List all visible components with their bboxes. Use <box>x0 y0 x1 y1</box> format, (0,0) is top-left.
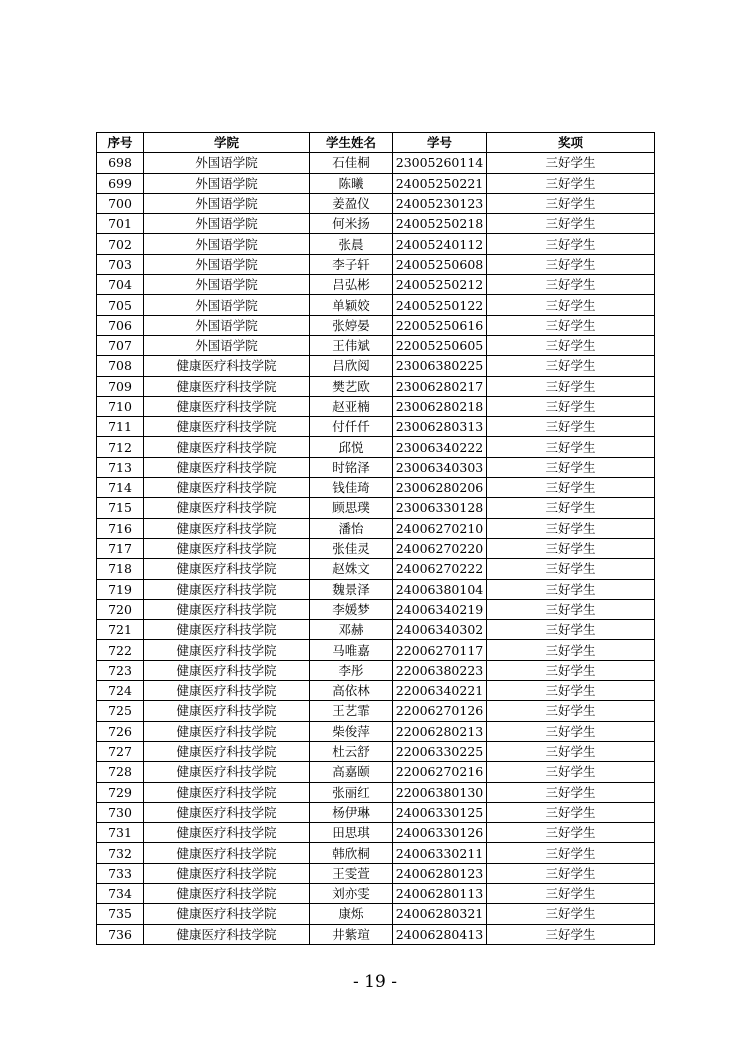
cell-student-id: 24006270220 <box>393 538 487 558</box>
table-row <box>97 924 655 944</box>
cell-student-name: 樊艺欧 <box>310 376 393 396</box>
cell-award: 三好学生 <box>487 214 655 234</box>
cell-student-name: 邱悦 <box>310 437 393 457</box>
cell-seq: 715 <box>97 498 144 518</box>
cell-seq: 714 <box>97 478 144 498</box>
cell-college: 健康医疗科技学院 <box>144 823 310 843</box>
cell-college: 外国语学院 <box>144 335 310 355</box>
cell-student-id: 23006280218 <box>393 396 487 416</box>
cell-student-id: 24006280123 <box>393 863 487 883</box>
cell-student-name: 田思琪 <box>310 823 393 843</box>
cell-student-name: 石佳桐 <box>310 153 393 173</box>
cell-student-id: 22006340221 <box>393 681 487 701</box>
cell-seq: 721 <box>97 620 144 640</box>
table-row <box>97 883 655 903</box>
cell-seq: 710 <box>97 396 144 416</box>
cell-student-name: 单颖姣 <box>310 295 393 315</box>
table-row <box>97 234 655 254</box>
cell-seq: 732 <box>97 843 144 863</box>
cell-student-name: 王伟斌 <box>310 335 393 355</box>
cell-college: 健康医疗科技学院 <box>144 518 310 538</box>
cell-student-id: 24005250221 <box>393 173 487 193</box>
cell-award: 三好学生 <box>487 193 655 213</box>
cell-college: 外国语学院 <box>144 254 310 274</box>
cell-seq: 725 <box>97 701 144 721</box>
cell-student-name: 李子轩 <box>310 254 393 274</box>
cell-student-id: 22006270117 <box>393 640 487 660</box>
table-row <box>97 356 655 376</box>
table-row <box>97 518 655 538</box>
cell-student-name: 杨伊琳 <box>310 802 393 822</box>
cell-student-id: 24006340219 <box>393 599 487 619</box>
cell-student-id: 22006270216 <box>393 762 487 782</box>
cell-student-id: 23006280313 <box>393 417 487 437</box>
cell-award: 三好学生 <box>487 498 655 518</box>
table-row <box>97 843 655 863</box>
cell-college: 健康医疗科技学院 <box>144 741 310 761</box>
cell-award: 三好学生 <box>487 620 655 640</box>
cell-student-id: 22006280213 <box>393 721 487 741</box>
cell-college: 外国语学院 <box>144 295 310 315</box>
cell-seq: 726 <box>97 721 144 741</box>
cell-seq: 716 <box>97 518 144 538</box>
cell-college: 健康医疗科技学院 <box>144 681 310 701</box>
cell-student-id: 24006280413 <box>393 924 487 944</box>
cell-award: 三好学生 <box>487 843 655 863</box>
cell-student-id: 24006270222 <box>393 559 487 579</box>
cell-seq: 709 <box>97 376 144 396</box>
cell-award: 三好学生 <box>487 437 655 457</box>
cell-college: 外国语学院 <box>144 315 310 335</box>
cell-college: 外国语学院 <box>144 234 310 254</box>
cell-award: 三好学生 <box>487 518 655 538</box>
cell-student-id: 23006340303 <box>393 457 487 477</box>
cell-student-name: 魏景泽 <box>310 579 393 599</box>
cell-college: 健康医疗科技学院 <box>144 924 310 944</box>
cell-seq: 713 <box>97 457 144 477</box>
cell-college: 健康医疗科技学院 <box>144 802 310 822</box>
cell-award: 三好学生 <box>487 681 655 701</box>
cell-student-id: 22005250616 <box>393 315 487 335</box>
cell-student-name: 何米扬 <box>310 214 393 234</box>
cell-seq: 734 <box>97 883 144 903</box>
table-row <box>97 254 655 274</box>
table-row <box>97 457 655 477</box>
cell-college: 健康医疗科技学院 <box>144 437 310 457</box>
cell-award: 三好学生 <box>487 559 655 579</box>
table-row <box>97 538 655 558</box>
cell-seq: 733 <box>97 863 144 883</box>
cell-student-id: 23006380225 <box>393 356 487 376</box>
cell-award: 三好学生 <box>487 254 655 274</box>
cell-student-name: 李媛梦 <box>310 599 393 619</box>
cell-student-id: 24006270210 <box>393 518 487 538</box>
cell-seq: 706 <box>97 315 144 335</box>
cell-college: 健康医疗科技学院 <box>144 701 310 721</box>
cell-award: 三好学生 <box>487 904 655 924</box>
cell-student-id: 24005240112 <box>393 234 487 254</box>
cell-college: 健康医疗科技学院 <box>144 762 310 782</box>
cell-award: 三好学生 <box>487 660 655 680</box>
table-row <box>97 762 655 782</box>
cell-award: 三好学生 <box>487 599 655 619</box>
cell-college: 外国语学院 <box>144 193 310 213</box>
header-row <box>97 133 655 153</box>
cell-seq: 712 <box>97 437 144 457</box>
cell-college: 外国语学院 <box>144 275 310 295</box>
table-row <box>97 478 655 498</box>
cell-seq: 704 <box>97 275 144 295</box>
cell-student-name: 张晨 <box>310 234 393 254</box>
cell-award: 三好学生 <box>487 782 655 802</box>
cell-seq: 719 <box>97 579 144 599</box>
table-row <box>97 640 655 660</box>
cell-student-name: 张佳灵 <box>310 538 393 558</box>
cell-college: 健康医疗科技学院 <box>144 457 310 477</box>
cell-student-id: 24005250218 <box>393 214 487 234</box>
cell-award: 三好学生 <box>487 863 655 883</box>
cell-award: 三好学生 <box>487 762 655 782</box>
cell-award: 三好学生 <box>487 721 655 741</box>
header-student-name: 学生姓名 <box>310 133 393 153</box>
cell-student-id: 22006270126 <box>393 701 487 721</box>
table-row <box>97 295 655 315</box>
cell-award: 三好学生 <box>487 883 655 903</box>
cell-award: 三好学生 <box>487 538 655 558</box>
cell-student-name: 张丽红 <box>310 782 393 802</box>
cell-college: 健康医疗科技学院 <box>144 883 310 903</box>
cell-award: 三好学生 <box>487 173 655 193</box>
table-row <box>97 620 655 640</box>
cell-student-id: 24006330126 <box>393 823 487 843</box>
cell-award: 三好学生 <box>487 802 655 822</box>
cell-college: 健康医疗科技学院 <box>144 782 310 802</box>
cell-seq: 711 <box>97 417 144 437</box>
cell-seq: 700 <box>97 193 144 213</box>
cell-student-name: 邓赫 <box>310 620 393 640</box>
cell-seq: 729 <box>97 782 144 802</box>
cell-student-name: 吕弘彬 <box>310 275 393 295</box>
cell-college: 外国语学院 <box>144 153 310 173</box>
cell-college: 健康医疗科技学院 <box>144 498 310 518</box>
cell-student-id: 24006280321 <box>393 904 487 924</box>
cell-award: 三好学生 <box>487 741 655 761</box>
cell-seq: 722 <box>97 640 144 660</box>
cell-student-id: 22005250605 <box>393 335 487 355</box>
table-row <box>97 904 655 924</box>
table-row <box>97 498 655 518</box>
table-row <box>97 823 655 843</box>
cell-award: 三好学生 <box>487 457 655 477</box>
cell-seq: 708 <box>97 356 144 376</box>
cell-award: 三好学生 <box>487 478 655 498</box>
cell-college: 健康医疗科技学院 <box>144 538 310 558</box>
cell-student-name: 时铭泽 <box>310 457 393 477</box>
cell-award: 三好学生 <box>487 417 655 437</box>
cell-seq: 723 <box>97 660 144 680</box>
cell-college: 健康医疗科技学院 <box>144 640 310 660</box>
cell-student-name: 高嘉颐 <box>310 762 393 782</box>
table-row <box>97 741 655 761</box>
cell-college: 健康医疗科技学院 <box>144 660 310 680</box>
cell-seq: 718 <box>97 559 144 579</box>
cell-student-name: 顾思璞 <box>310 498 393 518</box>
cell-student-id: 24005250212 <box>393 275 487 295</box>
table-row <box>97 417 655 437</box>
cell-student-name: 姜盈仪 <box>310 193 393 213</box>
table-row <box>97 396 655 416</box>
cell-seq: 703 <box>97 254 144 274</box>
table-row <box>97 802 655 822</box>
cell-seq: 702 <box>97 234 144 254</box>
cell-student-name: 张婷晏 <box>310 315 393 335</box>
cell-award: 三好学生 <box>487 701 655 721</box>
cell-award: 三好学生 <box>487 640 655 660</box>
cell-student-name: 高依林 <box>310 681 393 701</box>
cell-seq: 727 <box>97 741 144 761</box>
cell-college: 健康医疗科技学院 <box>144 356 310 376</box>
header-seq: 序号 <box>97 133 144 153</box>
table-row <box>97 721 655 741</box>
table-row <box>97 681 655 701</box>
cell-student-id: 24005230123 <box>393 193 487 213</box>
cell-student-id: 22006380130 <box>393 782 487 802</box>
table-row <box>97 559 655 579</box>
cell-student-name: 康烁 <box>310 904 393 924</box>
table-row <box>97 193 655 213</box>
cell-college: 健康医疗科技学院 <box>144 620 310 640</box>
cell-student-name: 陈曦 <box>310 173 393 193</box>
table-row <box>97 782 655 802</box>
cell-college: 健康医疗科技学院 <box>144 721 310 741</box>
cell-college: 健康医疗科技学院 <box>144 599 310 619</box>
cell-college: 健康医疗科技学院 <box>144 863 310 883</box>
cell-award: 三好学生 <box>487 376 655 396</box>
cell-student-id: 24006330211 <box>393 843 487 863</box>
table-row <box>97 214 655 234</box>
cell-student-id: 24006380104 <box>393 579 487 599</box>
cell-student-id: 24006340302 <box>393 620 487 640</box>
cell-student-id: 24005250122 <box>393 295 487 315</box>
table-row <box>97 275 655 295</box>
cell-seq: 724 <box>97 681 144 701</box>
cell-student-name: 马唯嘉 <box>310 640 393 660</box>
cell-student-name: 潘怡 <box>310 518 393 538</box>
cell-student-name: 刘亦雯 <box>310 883 393 903</box>
table-row <box>97 599 655 619</box>
header-student-id: 学号 <box>393 133 487 153</box>
cell-award: 三好学生 <box>487 275 655 295</box>
cell-college: 健康医疗科技学院 <box>144 559 310 579</box>
cell-award: 三好学生 <box>487 315 655 335</box>
cell-seq: 730 <box>97 802 144 822</box>
cell-award: 三好学生 <box>487 335 655 355</box>
cell-seq: 728 <box>97 762 144 782</box>
cell-award: 三好学生 <box>487 356 655 376</box>
cell-college: 健康医疗科技学院 <box>144 478 310 498</box>
cell-student-id: 23006280217 <box>393 376 487 396</box>
cell-student-name: 吕欣阅 <box>310 356 393 376</box>
cell-seq: 699 <box>97 173 144 193</box>
cell-student-name: 付仟仟 <box>310 417 393 437</box>
header-award: 奖项 <box>487 133 655 153</box>
cell-award: 三好学生 <box>487 396 655 416</box>
cell-college: 健康医疗科技学院 <box>144 376 310 396</box>
cell-award: 三好学生 <box>487 295 655 315</box>
cell-award: 三好学生 <box>487 153 655 173</box>
cell-seq: 720 <box>97 599 144 619</box>
cell-seq: 701 <box>97 214 144 234</box>
table-header <box>97 133 655 153</box>
cell-college: 健康医疗科技学院 <box>144 843 310 863</box>
cell-award: 三好学生 <box>487 823 655 843</box>
cell-seq: 735 <box>97 904 144 924</box>
cell-seq: 705 <box>97 295 144 315</box>
cell-seq: 736 <box>97 924 144 944</box>
table-row <box>97 579 655 599</box>
cell-student-name: 杜云舒 <box>310 741 393 761</box>
cell-student-name: 王艺霏 <box>310 701 393 721</box>
awards-table <box>96 132 655 945</box>
cell-student-name: 钱佳琦 <box>310 478 393 498</box>
table-body <box>97 153 655 945</box>
cell-college: 外国语学院 <box>144 214 310 234</box>
cell-student-id: 23006340222 <box>393 437 487 457</box>
cell-student-name: 赵姝文 <box>310 559 393 579</box>
cell-student-name: 王雯萱 <box>310 863 393 883</box>
table-row <box>97 376 655 396</box>
table-row <box>97 315 655 335</box>
cell-student-name: 井紫瑄 <box>310 924 393 944</box>
cell-college: 健康医疗科技学院 <box>144 396 310 416</box>
cell-college: 健康医疗科技学院 <box>144 904 310 924</box>
table-row <box>97 437 655 457</box>
cell-award: 三好学生 <box>487 234 655 254</box>
cell-seq: 698 <box>97 153 144 173</box>
cell-college: 外国语学院 <box>144 173 310 193</box>
table-row <box>97 863 655 883</box>
cell-student-id: 23005260114 <box>393 153 487 173</box>
cell-college: 健康医疗科技学院 <box>144 417 310 437</box>
table-row <box>97 335 655 355</box>
cell-college: 健康医疗科技学院 <box>144 579 310 599</box>
cell-student-id: 23006330128 <box>393 498 487 518</box>
cell-seq: 707 <box>97 335 144 355</box>
table-row <box>97 153 655 173</box>
cell-student-id: 24006330125 <box>393 802 487 822</box>
table-row <box>97 173 655 193</box>
cell-seq: 731 <box>97 823 144 843</box>
table-row <box>97 660 655 680</box>
cell-student-id: 24006280113 <box>393 883 487 903</box>
cell-student-id: 23006280206 <box>393 478 487 498</box>
cell-student-id: 24005250608 <box>393 254 487 274</box>
table-row <box>97 701 655 721</box>
cell-award: 三好学生 <box>487 579 655 599</box>
cell-student-name: 柴俊萍 <box>310 721 393 741</box>
page-number: - 19 - <box>353 972 397 992</box>
cell-student-id: 22006330225 <box>393 741 487 761</box>
cell-student-name: 韩欣桐 <box>310 843 393 863</box>
cell-student-id: 22006380223 <box>393 660 487 680</box>
cell-student-name: 李彤 <box>310 660 393 680</box>
cell-award: 三好学生 <box>487 924 655 944</box>
cell-seq: 717 <box>97 538 144 558</box>
cell-student-name: 赵亚楠 <box>310 396 393 416</box>
header-college: 学院 <box>144 133 310 153</box>
